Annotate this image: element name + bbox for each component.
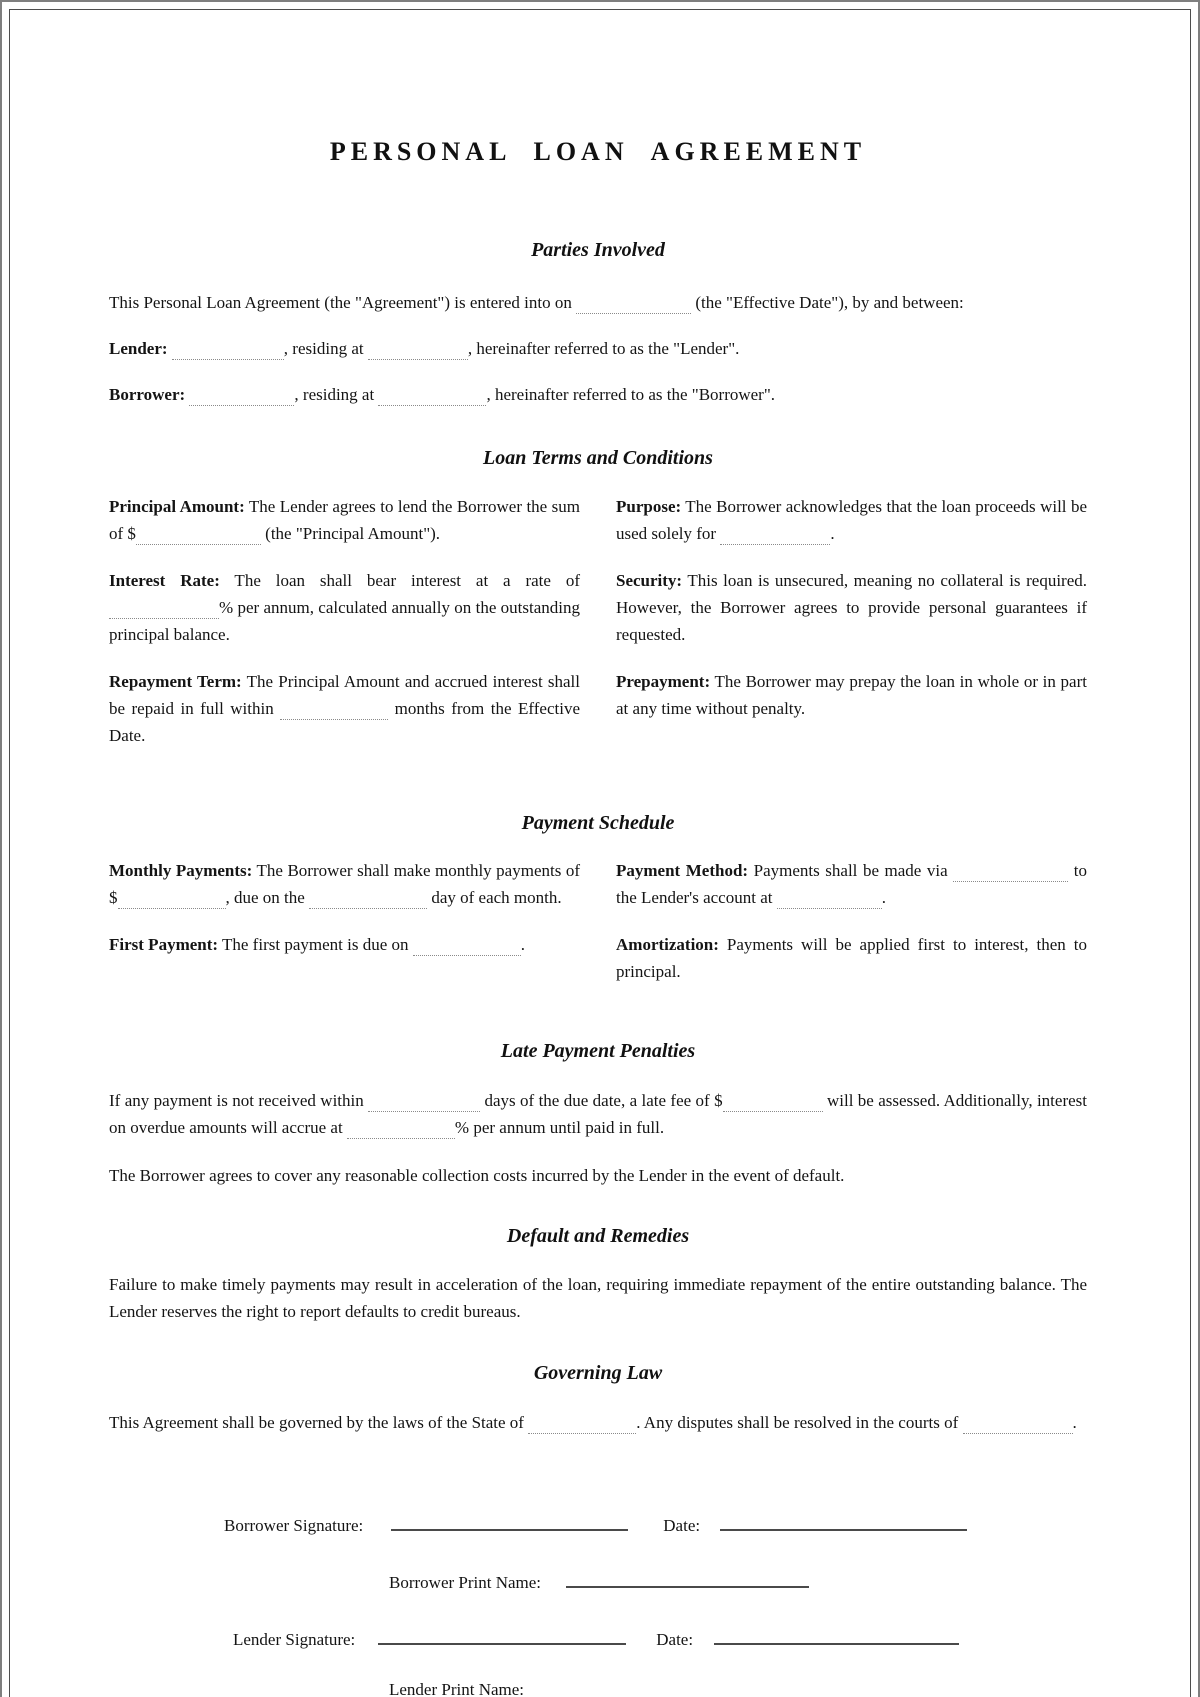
page-inner-frame	[9, 9, 1191, 1697]
borrower-signature-row	[109, 1505, 1087, 1539]
repayment-term-field[interactable]	[280, 699, 388, 720]
due-day-field[interactable]	[309, 888, 427, 909]
payment-schedule-columns	[109, 857, 1087, 985]
paragraph-interest-rate	[109, 567, 580, 648]
principal-text: The Lender agrees to lend the Borrower the sum of $	[109, 497, 580, 543]
monthly-text-mid: , due on the	[225, 888, 310, 907]
amortization-label: Amortization:	[616, 935, 719, 954]
section-heading-late-penalties: Late Payment Penalties	[500, 1040, 696, 1062]
repayment-text: The Principal Amount and accrued interest shall be repaid in full within	[109, 672, 580, 718]
paragraph-purpose	[616, 493, 1087, 547]
payment-method-field[interactable]	[953, 861, 1068, 882]
late-text-mid1: days of the due date, a late fee of $	[480, 1091, 723, 1110]
monthly-payments-label: Monthly Payments:	[109, 861, 253, 880]
purpose-label: Purpose:	[616, 497, 682, 516]
monthly-payment-amount-field[interactable]	[118, 888, 226, 909]
paragraph-late-penalties	[109, 1087, 1087, 1141]
prepayment-label: Prepayment:	[616, 672, 711, 691]
paragraph-collection-costs: The Borrower agrees to cover any reasonable collection costs incurred by the Lender in the event of default.	[109, 1166, 845, 1185]
paragraph-agreement-intro	[109, 289, 1087, 316]
section-heading-governing-law: Governing Law	[533, 1362, 663, 1384]
paragraph-lender	[109, 335, 1087, 362]
interest-rate-field[interactable]	[109, 598, 219, 619]
security-label: Security:	[616, 571, 683, 590]
lender-address-field[interactable]	[368, 339, 468, 360]
paragraph-monthly-payments	[109, 857, 580, 911]
borrower-address-field[interactable]	[378, 385, 486, 406]
governing-law-text-post: .	[1072, 1413, 1077, 1432]
governing-law-text-mid: . Any disputes shall be resolved in the courts of	[636, 1413, 963, 1432]
paragraph-amortization	[616, 931, 1087, 985]
paragraph-repayment-term	[109, 668, 580, 749]
overdue-rate-field[interactable]	[347, 1118, 455, 1139]
paragraph-borrower	[109, 381, 1087, 408]
section-heading-default-remedies: Default and Remedies	[506, 1225, 690, 1247]
payment-method-text: Payments shall be made via	[748, 861, 954, 880]
borrower-label: Borrower:	[109, 385, 186, 404]
repayment-term-label: Repayment Term:	[109, 672, 242, 691]
effective-date-field[interactable]	[576, 293, 691, 314]
late-fee-field[interactable]	[723, 1091, 823, 1112]
payment-method-label: Payment Method:	[616, 861, 749, 880]
late-text-mid2: will be assessed. Additionally, interest on overdue amounts will accrue at	[109, 1091, 1087, 1137]
first-payment-text-post: .	[520, 935, 525, 954]
lender-date-line[interactable]	[714, 1619, 959, 1645]
section-heading-parties: Parties Involved	[531, 239, 665, 261]
lender-text-mid: , residing at	[283, 339, 368, 358]
amortization-text: Payments will be applied first to interest, then to principal.	[616, 935, 1087, 981]
loan-terms-right-column	[616, 493, 1087, 749]
lender-print-name-row	[109, 1676, 1087, 1697]
governing-law-text-pre: This Agreement shall be governed by the laws of the State of	[109, 1413, 529, 1432]
paragraph-principal-amount	[109, 493, 580, 547]
interest-rate-label: Interest Rate:	[109, 571, 220, 590]
purpose-text-post: .	[830, 524, 835, 543]
lender-account-field[interactable]	[777, 888, 882, 909]
monthly-text-post: day of each month.	[427, 888, 562, 907]
purpose-text: The Borrower acknowledges that the loan proceeds will be used solely for	[616, 497, 1087, 543]
lender-text-post: , hereinafter referred to as the "Lender".	[467, 339, 740, 358]
loan-terms-columns	[109, 493, 1087, 749]
lender-label: Lender:	[109, 339, 168, 358]
borrower-text-mid: , residing at	[294, 385, 379, 404]
purpose-field[interactable]	[720, 524, 830, 545]
principal-amount-field[interactable]	[136, 524, 261, 545]
prepayment-text: The Borrower may prepay the loan in whole or in part at any time without penalty.	[616, 672, 1087, 718]
section-heading-loan-terms: Loan Terms and Conditions	[483, 447, 713, 469]
grace-days-field[interactable]	[368, 1091, 480, 1112]
payment-method-text-mid: to the Lender's account at	[616, 861, 1087, 907]
lender-print-name-label: Lender Print Name:	[389, 1680, 525, 1697]
paragraph-prepayment	[616, 668, 1087, 722]
borrower-print-name-label: Borrower Print Name:	[389, 1573, 542, 1592]
first-payment-text: The first payment is due on	[218, 935, 413, 954]
paragraph-first-payment	[109, 931, 580, 958]
lender-signature-row	[109, 1619, 1087, 1653]
payment-method-text-post: .	[881, 888, 886, 907]
interest-text-post: % per annum, calculated annually on the outstanding principal balance.	[109, 598, 580, 644]
borrower-print-name-line[interactable]	[566, 1562, 809, 1588]
document-title: PERSONAL LOAN AGREEMENT	[329, 137, 867, 166]
section-heading-payment-schedule: Payment Schedule	[521, 812, 675, 834]
lender-signature-label: Lender Signature:	[233, 1630, 356, 1649]
repayment-text-post: months from the Effective Date.	[109, 699, 580, 745]
borrower-signature-label: Borrower Signature:	[224, 1516, 364, 1535]
paragraph-security	[616, 567, 1087, 648]
loan-terms-left-column	[109, 493, 580, 749]
paragraph-governing-law	[109, 1409, 1087, 1436]
state-field[interactable]	[528, 1413, 636, 1434]
monthly-text: The Borrower shall make monthly payments of $	[109, 861, 580, 907]
lender-name-field[interactable]	[172, 339, 284, 360]
payment-schedule-right-column	[616, 857, 1087, 985]
payment-schedule-left-column	[109, 857, 580, 985]
intro-text-post: (the "Effective Date"), by and between:	[691, 293, 964, 312]
borrower-text-post: , hereinafter referred to as the "Borrower".	[486, 385, 776, 404]
borrower-name-field[interactable]	[189, 385, 294, 406]
borrower-date-label: Date:	[663, 1516, 701, 1535]
interest-text: The loan shall bear interest at a rate of	[219, 571, 580, 590]
intro-text-pre: This Personal Loan Agreement (the "Agreement") is entered into on	[109, 293, 577, 312]
courts-field[interactable]	[963, 1413, 1073, 1434]
security-text: This loan is unsecured, meaning no collateral is required. However, the Borrower agrees to provide personal guarantees if requested.	[616, 571, 1087, 644]
first-payment-label: First Payment:	[109, 935, 219, 954]
borrower-signature-line[interactable]	[391, 1505, 628, 1531]
first-payment-date-field[interactable]	[413, 935, 521, 956]
paragraph-default-remedies: Failure to make timely payments may result in acceleration of the loan, requiring immediate repayment of the entire outstanding balance. The Lender reserves the right to report defaults to credit bureaus.	[109, 1275, 1087, 1321]
lender-date-label: Date:	[656, 1630, 694, 1649]
late-text-post: % per annum until paid in full.	[454, 1118, 665, 1137]
paragraph-payment-method	[616, 857, 1087, 911]
late-text-pre: If any payment is not received within	[109, 1091, 369, 1110]
late-penalties-section	[109, 1087, 1087, 1189]
signature-block	[109, 1505, 1087, 1697]
borrower-print-name-row	[109, 1562, 1087, 1596]
lender-signature-line[interactable]	[378, 1619, 626, 1645]
borrower-date-line[interactable]	[720, 1505, 967, 1531]
principal-amount-label: Principal Amount:	[109, 497, 245, 516]
principal-text-post: (the "Principal Amount").	[260, 524, 441, 543]
